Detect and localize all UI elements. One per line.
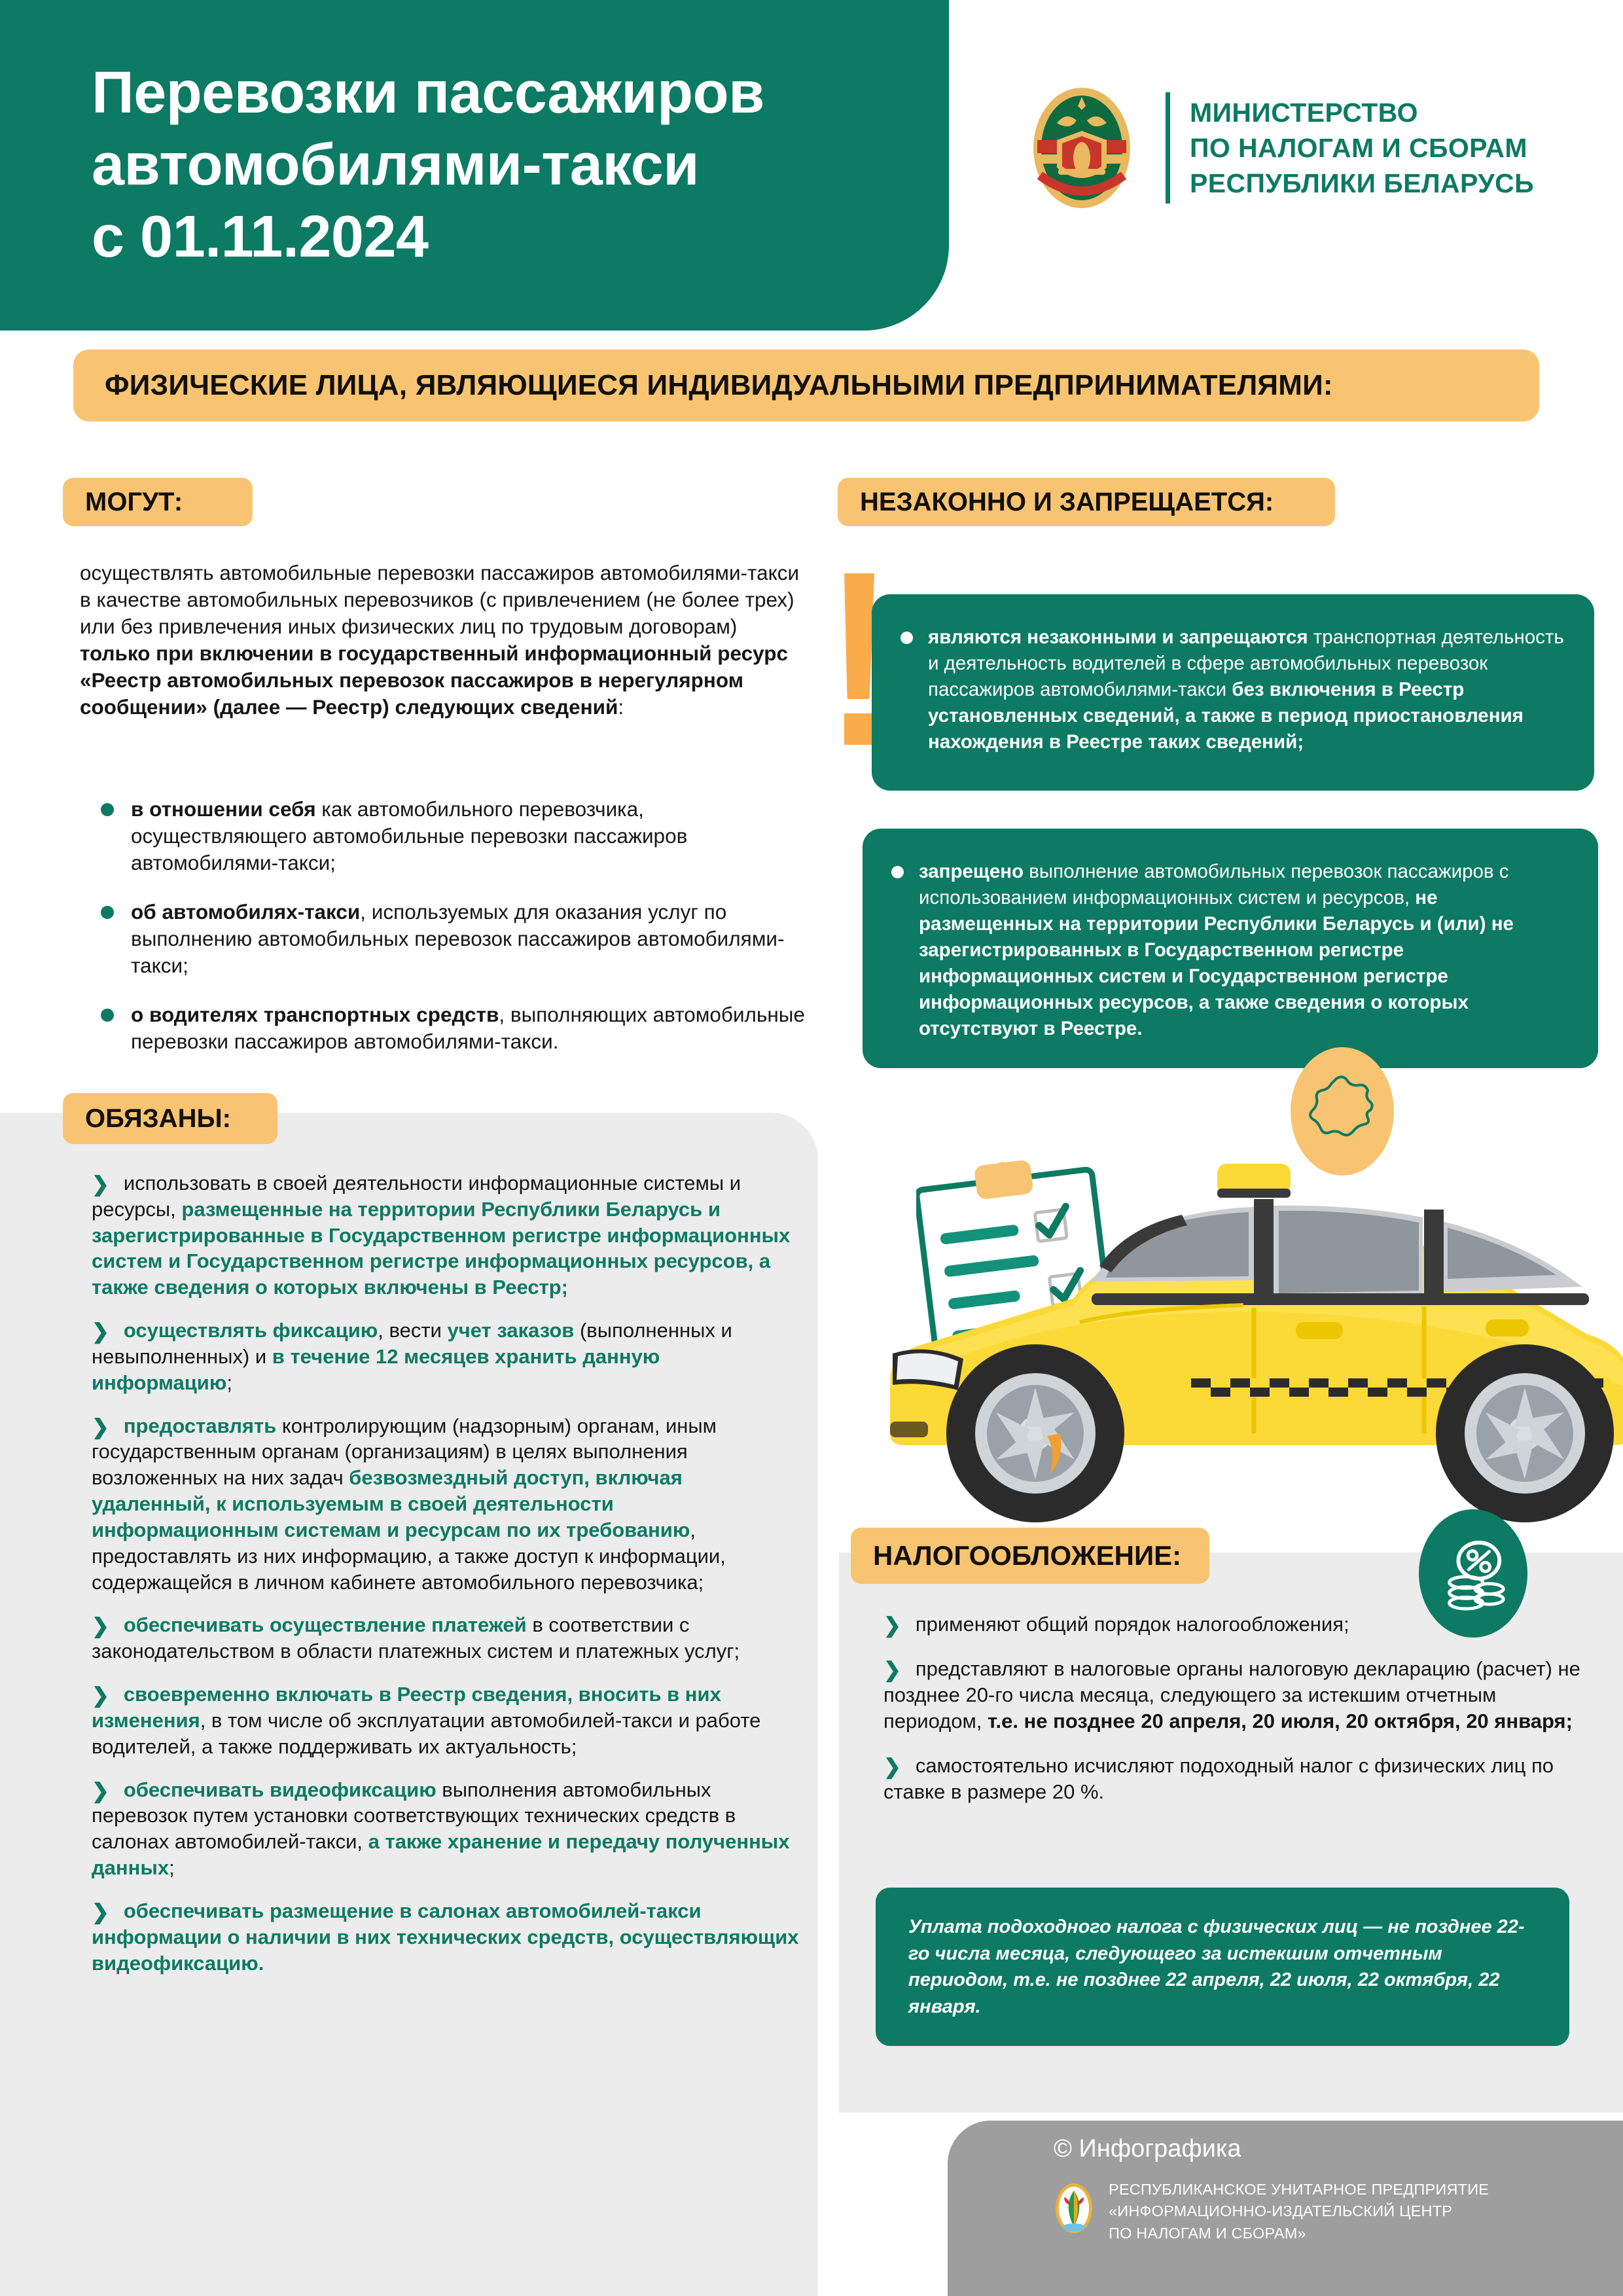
section-tag-nalogooblozhenie-label: НАЛОГООБЛОЖЕНИЕ: [873,1540,1182,1571]
prohibition-card-2-body [891,859,1572,1042]
list-item [92,1612,805,1664]
seg: в соответствии с законодательством в области платежных систем и платежных услуг; [92,1613,740,1663]
seg: , предоставлять из них информацию, а также доступ к информации, содержащейся в личном кабинете автомобильного перевозчика; [92,1518,726,1594]
mogut-intro-plain-2: : [618,694,624,719]
footer-publisher [1054,2179,1616,2244]
list-item-rest: , выполняющих автомобильные перевозки пассажиров автомобилями-такси. [131,1002,805,1053]
list-item [98,1001,805,1055]
chevron-right-icon: ❯ [92,1414,109,1439]
seg: контролирующим (надзорным) органам, иным государственным органам (организациям) в целях выполнения возложенных на них задач [92,1414,717,1490]
chevron-right-icon: ❯ [92,1319,109,1344]
page-title-line-2: автомобилями-такси [92,132,700,198]
bullet-dot-icon [891,866,904,878]
section-tag-nezakonno-label: НЕЗАКОННО И ЗАПРЕЩАЕТСЯ: [860,487,1274,516]
list-item [92,1777,805,1881]
seg: , вести [378,1319,448,1342]
seg: т.е. не позднее 20 апреля, 20 июля, 20 октября, 20 января; [988,1709,1573,1732]
coins-percent-icon [1419,1509,1527,1638]
audience-banner [73,350,1539,422]
seg: (выполненных и невыполненных) и [92,1319,732,1368]
belarus-map-icon [1291,1047,1394,1175]
seg: в течение 12 месяцев хранить данную информацию [92,1344,660,1394]
chevron-right-icon: ❯ [92,1683,109,1708]
audience-banner-label: ФИЗИЧЕСКИЕ ЛИЦА, ЯВЛЯЮЩИЕСЯ ИНДИВИДУАЛЬНЫМИ ПРЕДПРИНИМАТЕЛЯМИ: [105,369,1333,401]
seg: применяют общий порядок налогообложения; [915,1613,1349,1636]
page-title [92,58,864,273]
list-item-bold: о водителях транспортных средств [131,1002,499,1026]
prohibition-card-1-body [901,624,1568,755]
obyazany-list [92,1170,805,1993]
section-tag-obyazany-label: ОБЯЗАНЫ: [85,1103,231,1133]
seg: предоставлять [123,1414,277,1437]
seg: осуществлять фиксацию [123,1319,378,1342]
chevron-right-icon: ❯ [92,1614,109,1638]
ministry-line-2: ПО НАЛОГАМ И СБОРАМ [1190,132,1527,163]
list-item [92,1681,805,1759]
ministry-line-1: МИНИСТЕРСТВО [1190,97,1418,128]
mogut-bullet-list [98,796,805,1077]
list-item-rest: , используемых для оказания услуг по выполнению автомобильных перевозок пассажиров автомобилями-такси; [131,899,785,977]
seg: обеспечивать осуществление платежей [123,1613,527,1637]
footer-title: © Инфографика [1054,2135,1241,2162]
section-tag-obyazany [63,1093,277,1144]
list-item-bold: в отношении себя [131,797,316,821]
exclamation-bar [844,573,874,699]
footer-info [1054,2135,1616,2244]
section-tag-nezakonno [838,478,1335,526]
prohibition-1-bold-2: без включения в Реестр установленных сведений, а также в период приостановления нахождения в Реестре таких сведений; [928,678,1524,753]
ministry-branding [1018,84,1534,212]
list-item [883,1656,1584,1734]
section-tag-mogut-label: МОГУТ: [85,487,183,516]
list-item [98,899,805,979]
prohibition-2-bold-2: не размещенных на территории Республики Беларусь и (или) не зарегистрированных в Государственном регистре информационных систем и Государственном регистре информационных ресурсов, а также сведения о которых отсутствуют в Реестре. [919,886,1514,1039]
prohibition-2-bold-1: запрещено [919,861,1024,882]
yellow-taxi-car-illustration [864,1126,1623,1532]
chevron-right-icon: ❯ [883,1754,901,1778]
list-item [883,1753,1584,1805]
mogut-intro-plain-1: осуществлять автомобильные перевозки пассажиров автомобилями-такси в качестве автомобильных перевозчиков (с привлечением (не более трех) или без привлечения иных физических лиц по трудовым договорам) [80,561,800,638]
prohibition-2-plain-1: выполнение автомобильных перевозок пассажиров с использованием информационных систем и ресурсов, [919,861,1509,908]
bullet-dot-icon [101,1009,114,1022]
chevron-right-icon: ❯ [883,1657,901,1681]
seg: представляют в налоговые органы налоговую декларацию (расчет) не позднее 20-го числа месяца, следующего за истекшим отчетным периодом, [883,1657,1580,1732]
footer-line-1: РЕСПУБЛИКАНСКОЕ УНИТАРНОЕ ПРЕДПРИЯТИЕ [1109,2181,1489,2198]
prohibition-1-bold-1: являются незаконными и запрещаются [928,626,1308,648]
exclamation-mark-icon [844,573,874,745]
prohibition-card-2 [863,829,1598,1068]
prohibition-card-1 [872,594,1594,791]
income-tax-payment-note [876,1888,1569,2046]
nalogooblozhenie-list [883,1611,1584,1823]
list-item-rest: как автомобильного перевозчика, осуществляющего автомобильные перевозки пассажиров автомобилями-такси; [131,797,688,874]
bullet-dot-icon [101,803,114,816]
seg: обеспечивать видеофиксацию [123,1778,437,1801]
vertical-divider [1166,92,1170,204]
section-tag-nalogooblozhenie [851,1528,1209,1584]
list-item [92,1170,805,1300]
seg: обеспечивать размещение в салонах автомобилей-такси информации о наличии в них технических средств, осуществляющих видеофиксацию. [92,1899,799,1975]
list-item [92,1318,805,1395]
footer-line-2: «ИНФОРМАЦИОННО-ИЗДАТЕЛЬСКИЙ ЦЕНТР [1109,2202,1453,2220]
chevron-right-icon: ❯ [883,1613,901,1637]
chevron-right-icon: ❯ [92,1899,109,1924]
belarus-tax-ministry-emblem-icon [1018,84,1146,212]
section-tag-mogut [63,478,253,526]
ministry-name [1190,95,1534,201]
list-item-bold: об автомобилях-такси [131,899,361,924]
seg: ; [226,1371,232,1394]
seg: самостоятельно исчисляют подоходный налог с физических лиц по ставке в размере 20 %. [883,1753,1554,1803]
seg: использовать в своей деятельности информационные системы и ресурсы, [92,1172,741,1221]
mogut-intro-bold: только при включении в государственный информационный ресурс «Реестр автомобильных перевозок пассажиров в нерегулярном сообщении» (далее — Реестр) следующих сведений [80,641,789,719]
page-title-line-1: Перевозки пассажиров [92,60,764,126]
footer-publisher-name [1109,2179,1489,2244]
seg: , в том числе об эксплуатации автомобилей-такси и работе водителей, а также поддерживать их актуальность; [92,1708,761,1758]
seg: своевременно включать в Реестр сведения, вносить в них изменения [92,1683,721,1732]
mogut-intro [80,560,800,721]
chevron-right-icon: ❯ [92,1778,109,1803]
list-item [98,796,805,876]
bullet-dot-icon [101,906,114,919]
list-item [92,1898,805,1976]
seg: выполнения автомобильных перевозок путем установки соответствующих технических средств в салонах автомобилей-такси, [92,1778,736,1854]
seg: безвозмездный доступ, включая удаленный, к используемым в своей деятельности информационным системам и ресурсам по их требованию [92,1466,690,1541]
exclamation-dot [844,713,874,745]
page-title-line-3: с 01.11.2024 [92,204,429,270]
income-tax-payment-note-text: Уплата подоходного налога с физических лиц — не позднее 22-го числа месяца, следующего за истекшим отчетным периодом, т.е. не позднее 22 апреля, 22 июля, 22 октября, 22 января. [908,1916,1525,2017]
publisher-emblem-icon [1054,2181,1094,2235]
seg: а также хранение и передачу полученных данных [92,1830,790,1880]
seg: учет заказов [447,1319,575,1342]
chevron-right-icon: ❯ [92,1172,109,1196]
seg: размещенные на территории Республики Беларусь и зарегистрированные в Государственном регистре информационных систем и Государственном регистре информационных ресурсов, а также сведения о которых включены в Реестр; [92,1197,791,1299]
seg: ; [169,1856,175,1880]
bullet-dot-icon [901,632,913,644]
footer-line-3: ПО НАЛОГАМ И СБОРАМ» [1109,2224,1306,2242]
list-item [92,1413,805,1596]
ministry-line-3: РЕСПУБЛИКИ БЕЛАРУСЬ [1190,168,1535,199]
prohibition-1-plain-1: транспортная деятельность и деятельность водителей в сфере автомобильных перевозок пассажиров автомобилями-такси [928,626,1564,700]
